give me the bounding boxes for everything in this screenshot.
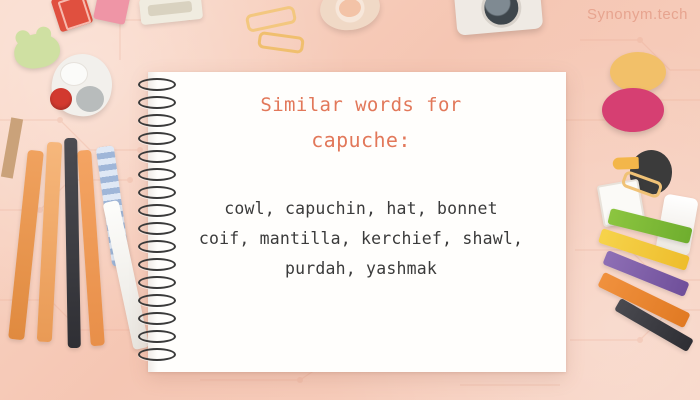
camera (453, 0, 544, 36)
paint-dot-white (60, 62, 88, 86)
note-headword: capuche: (311, 128, 411, 152)
paint-dot-grey (76, 86, 104, 112)
frog-figurine (11, 30, 62, 71)
synonym-line: purdah, yashmak (284, 259, 437, 278)
paint-dot-red (50, 88, 72, 110)
binder-clip-pink (93, 0, 131, 25)
notebook-page (148, 72, 566, 372)
note-content (174, 94, 548, 284)
washi-tape (139, 0, 203, 25)
synonym-line: coif, mantilla, kerchief, shawl, (198, 229, 524, 248)
paintbrush (1, 117, 23, 178)
synonym-list (174, 194, 548, 284)
site-brand: Synonym.tech (586, 6, 688, 23)
macaron-pink (602, 88, 664, 132)
note-title-prefix: Similar words for (260, 94, 462, 116)
paper-clip-gold-1 (245, 5, 298, 33)
synonym-line: cowl, capuchin, hat, bonnet (224, 199, 498, 218)
spiral-binding (138, 74, 174, 370)
binder-clip-red (51, 0, 94, 32)
tape-roll (317, 0, 383, 34)
macaron-yellow (610, 52, 666, 92)
paper-clip-gold-2 (257, 31, 305, 54)
